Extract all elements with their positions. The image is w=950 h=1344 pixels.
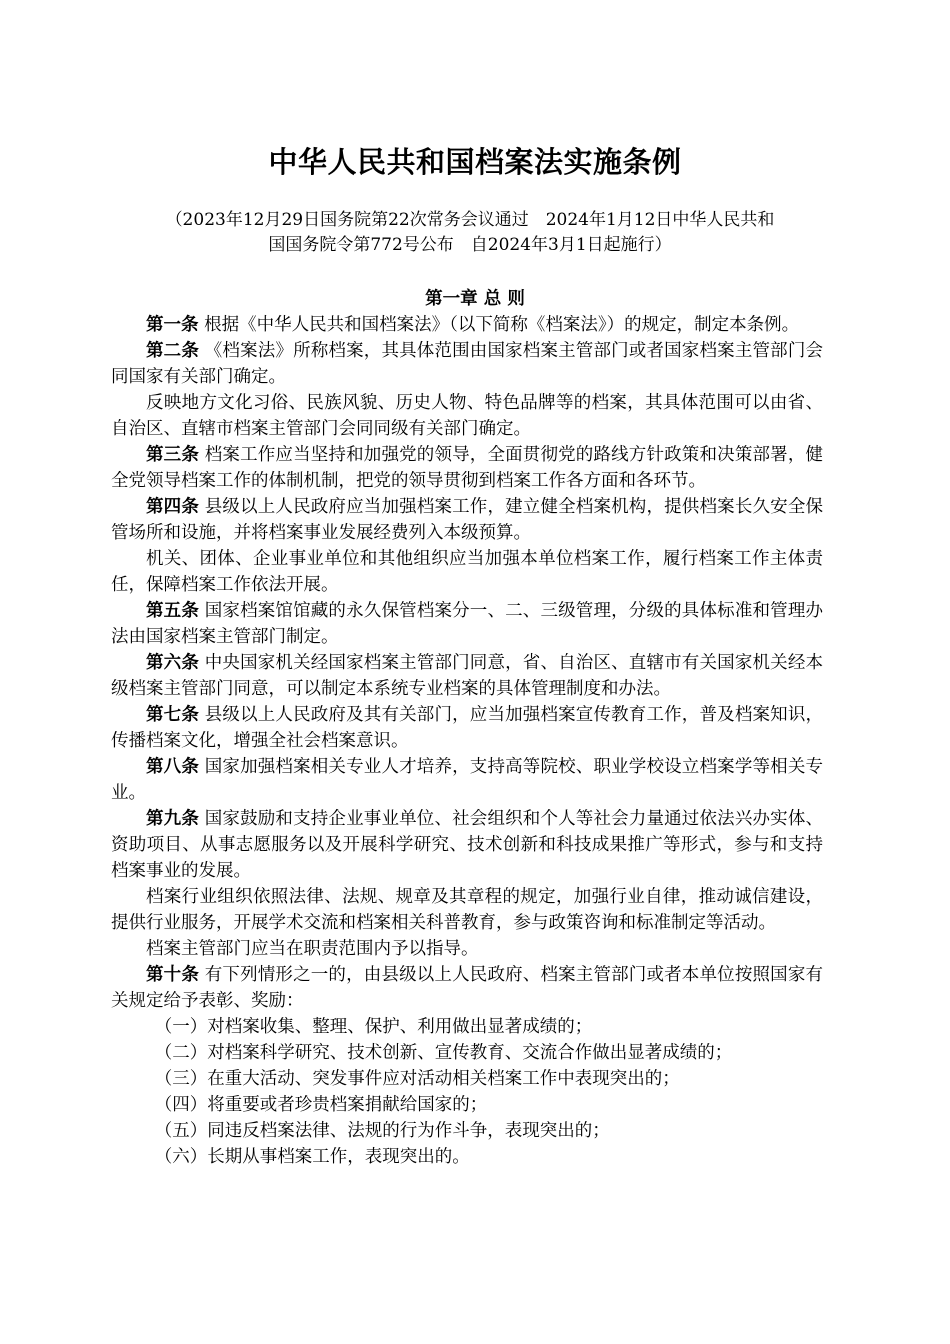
article-text: 县级以上人民政府及其有关部门，应当加强档案宣传教育工作，普及档案知识，传播档案文化，增强全社会档案意识。 (111, 705, 823, 751)
article-text: 档案工作应当坚持和加强党的领导，全面贯彻党的路线方针政策和决策部署，健全党领导档案工作的体制机制，把党的领导贯彻到档案工作各方面和各环节。 (111, 445, 823, 491)
article-label: 第二条 (146, 341, 200, 361)
subtitle-line-2: 国国务院令第772号公布 自2024年3月1日起施行） (268, 235, 672, 255)
article-text: 根据《中华人民共和国档案法》（以下简称《档案法》）的规定，制定本条例。 (204, 315, 800, 335)
article-text: 国家鼓励和支持企业事业单位、社会组织和个人等社会力量通过依法兴办实体、资助项目、从事志愿服务以及开展科学研究、技术创新和科技成果推广等形式，参与和支持档案事业的发展。 (111, 809, 823, 881)
subtitle-line-1: （2023年12月29日国务院第22次常务会议通过 2024年1月12日中华人民共和 (165, 210, 775, 230)
list-item: （三）在重大活动、突发事件应对活动相关档案工作中表现突出的； (154, 1069, 680, 1089)
document-body (111, 312, 823, 1170)
article-text: 《档案法》所称档案，其具体范围由国家档案主管部门或者国家档案主管部门会同国家有关部门确定。 (111, 341, 823, 387)
article-label: 第五条 (146, 601, 200, 621)
article-2 (111, 338, 823, 390)
article-text: 国家加强档案相关专业人才培养，支持高等院校、职业学校设立档案学等相关专业。 (111, 757, 823, 803)
article-4-paragraph-2: 机关、团体、企业事业单位和其他组织应当加强本单位档案工作，履行档案工作主体责任，保障档案工作依法开展。 (111, 549, 823, 595)
document-title: 中华人民共和国档案法实施条例 (268, 145, 682, 179)
article-9-paragraph-2: 档案行业组织依照法律、法规、规章及其章程的规定，加强行业自律，推动诚信建设，提供行业服务，开展学术交流和档案相关科普教育，参与政策咨询和标准制定等活动。 (111, 887, 823, 933)
article-label: 第三条 (146, 445, 200, 465)
article-8 (111, 754, 823, 806)
article-9 (111, 806, 823, 884)
chapter-title: 第一章 总 则 (425, 289, 525, 309)
article-1 (111, 312, 823, 338)
article-6 (111, 650, 823, 702)
article-text: 县级以上人民政府应当加强档案工作，建立健全档案机构，提供档案长久安全保管场所和设施，并将档案事业发展经费列入本级预算。 (111, 497, 823, 543)
article-text: 中央国家机关经国家档案主管部门同意，省、自治区、直辖市有关国家机关经本级档案主管部门同意，可以制定本系统专业档案的具体管理制度和办法。 (111, 653, 823, 699)
article-label: 第七条 (146, 705, 200, 725)
list-item: （四）将重要或者珍贵档案捐献给国家的； (154, 1095, 488, 1115)
article-10 (111, 962, 823, 1014)
list-item: （六）长期从事档案工作，表现突出的。 (154, 1147, 470, 1167)
article-text: 有下列情形之一的，由县级以上人民政府、档案主管部门或者本单位按照国家有关规定给予表彰、奖励： (111, 965, 823, 1011)
article-2-paragraph-2: 反映地方文化习俗、民族风貌、历史人物、特色品牌等的档案，其具体范围可以由省、自治区、直辖市档案主管部门会同同级有关部门确定。 (111, 393, 823, 439)
article-label: 第九条 (146, 809, 200, 829)
list-item: （二）对档案科学研究、技术创新、宣传教育、交流合作做出显著成绩的； (154, 1043, 733, 1063)
article-label: 第六条 (146, 653, 200, 673)
article-text: 国家档案馆馆藏的永久保管档案分一、二、三级管理，分级的具体标准和管理办法由国家档案主管部门制定。 (111, 601, 823, 647)
document-subtitle (110, 208, 830, 258)
article-9-paragraph-3: 档案主管部门应当在职责范围内予以指导。 (146, 939, 479, 959)
article-label: 第八条 (146, 757, 200, 777)
article-label: 第一条 (146, 315, 199, 335)
article-5 (111, 598, 823, 650)
article-4 (111, 494, 823, 546)
article-label: 第四条 (146, 497, 200, 517)
article-3 (111, 442, 823, 494)
article-7 (111, 702, 823, 754)
list-item: （一）对档案收集、整理、保护、利用做出显著成绩的； (154, 1017, 593, 1037)
article-label: 第十条 (146, 965, 200, 985)
list-item: （五）同违反档案法律、法规的行为作斗争，表现突出的； (154, 1121, 610, 1141)
